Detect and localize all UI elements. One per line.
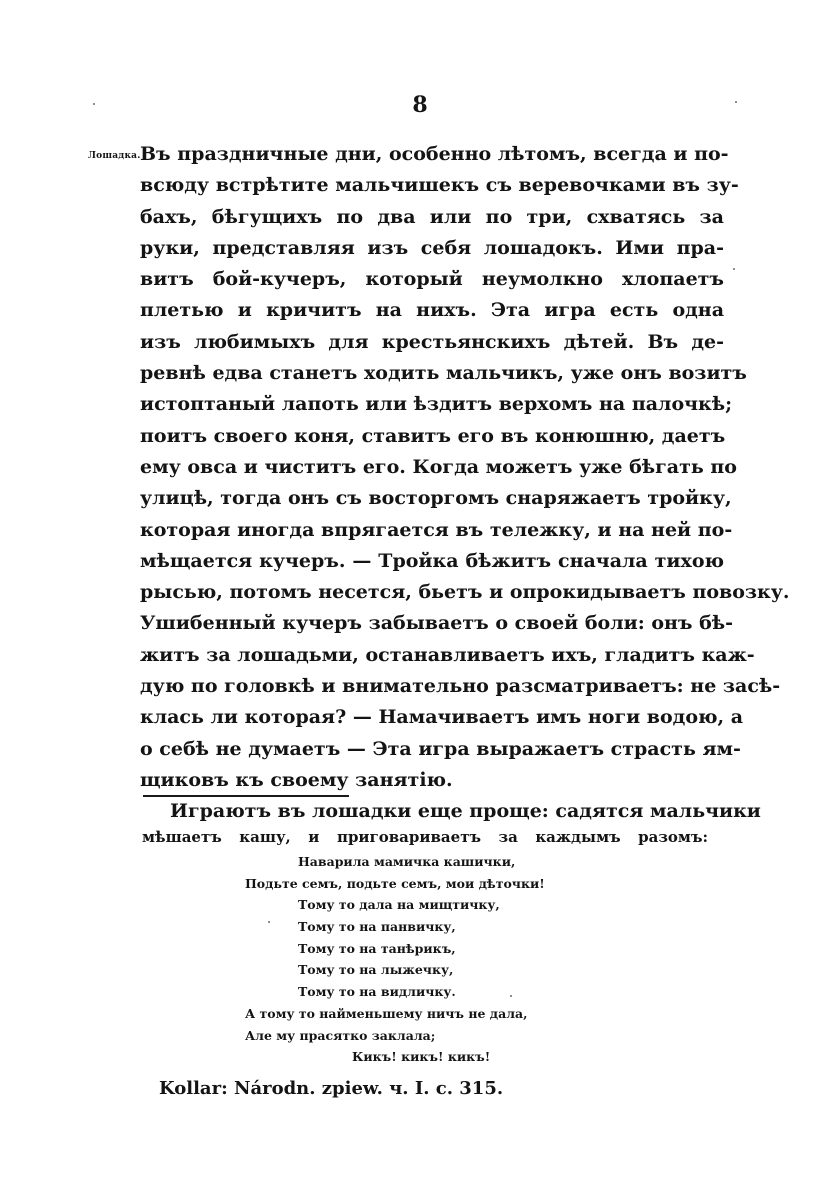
scan-speck [93, 103, 95, 105]
poem-line: Але му прасятко заклала; [245, 1027, 436, 1043]
poem-line: Тому то на танѣрикъ, [298, 940, 456, 956]
poem-line: Тому то на видличку. [298, 984, 456, 1000]
poem-line: А тому то найменьшему ничъ не дала, [245, 1005, 528, 1021]
body-line: руки, представляя изъ себя лошадокъ. Ими пра- [140, 236, 724, 259]
next-paragraph-line: Играютъ въ лошадки еще проще: садятся мальчики [170, 800, 761, 823]
body-line: которая иногда впрягается въ тележку, и на ней по- [140, 518, 733, 541]
footnote-poem [0, 851, 840, 1068]
body-line: ревнѣ едва станетъ ходить мальчикъ, уже онъ возитъ [140, 362, 747, 385]
body-line: бахъ, бѣгущихъ по два или по три, схватясь за [140, 205, 724, 228]
body-line: Въ праздничные дни, особенно лѣтомъ, всегда и по- [140, 143, 729, 165]
scan-speck [735, 101, 737, 103]
scan-speck [510, 995, 512, 997]
body-line: мѣщается кучеръ. — Тройка бѣжитъ сначала тихою [140, 549, 724, 572]
body-line-last: щиковъ къ своему занятію. [140, 768, 453, 791]
body-line: ему овса и чиститъ его. Когда можетъ уже бѣгать по [140, 455, 737, 478]
poem-line: Кикъ! кикъ! кикъ! [352, 1049, 491, 1065]
body-line: Ушибенный кучеръ забываетъ о своей боли: онъ бѣ- [140, 612, 734, 635]
scan-speck [733, 268, 735, 270]
body-line: о себѣ не думаетъ — Эта игра выражаетъ страсть ям- [140, 737, 741, 760]
main-paragraph [140, 139, 790, 828]
body-line: изъ любимыхъ для крестьянскихъ дѣтей. Въ де- [140, 330, 724, 353]
body-line: дую по головкѣ и внимательно разсматриваетъ: не засѣ- [140, 675, 781, 698]
footnote-separator [143, 795, 349, 797]
poem-line: Наварила мамичка кашички, [298, 854, 516, 869]
poem-line: Тому то на панвичку, [298, 919, 456, 935]
footnote-intro: мѣшаетъ кашу, и приговариваетъ за каждымъ разомъ: [142, 828, 708, 846]
source-citation: Kollar: Národn. zpiew. ч. I. с. 315. [159, 1078, 504, 1099]
poem-line: Тому то на лыжечку, [298, 962, 454, 978]
body-line: истоптаный лапоть или ѣздитъ верхомъ на палочкѣ; [140, 393, 733, 416]
margin-note: Лошадка. [88, 151, 141, 161]
scan-speck [268, 921, 270, 923]
body-line: клась ли которая? — Намачиваетъ имъ ноги водою, а [140, 706, 744, 729]
body-line: плетью и кричитъ на нихъ. Эта игра есть одна [140, 299, 724, 322]
page-number: 8 [412, 92, 428, 118]
body-line: поитъ своего коня, ставитъ его въ конюшню, даетъ [140, 424, 726, 447]
body-line: витъ бой-кучеръ, который неумолкно хлопаетъ [140, 268, 724, 291]
body-line: всюду встрѣтите мальчишекъ съ веревочками въ зу- [140, 174, 739, 197]
poem-line: Тому то дала на мищтичку, [298, 897, 500, 913]
poem-line: Подьте семъ, подьте семъ, мои дѣточки! [245, 875, 545, 891]
body-line: улицѣ, тогда онъ съ восторгомъ снаряжаетъ тройку, [140, 487, 732, 510]
body-line: житъ за лошадьми, останавливаетъ ихъ, гладитъ каж- [140, 643, 755, 666]
body-line: рысью, потомъ несется, бьетъ и опрокидываетъ повозку. [140, 581, 790, 604]
